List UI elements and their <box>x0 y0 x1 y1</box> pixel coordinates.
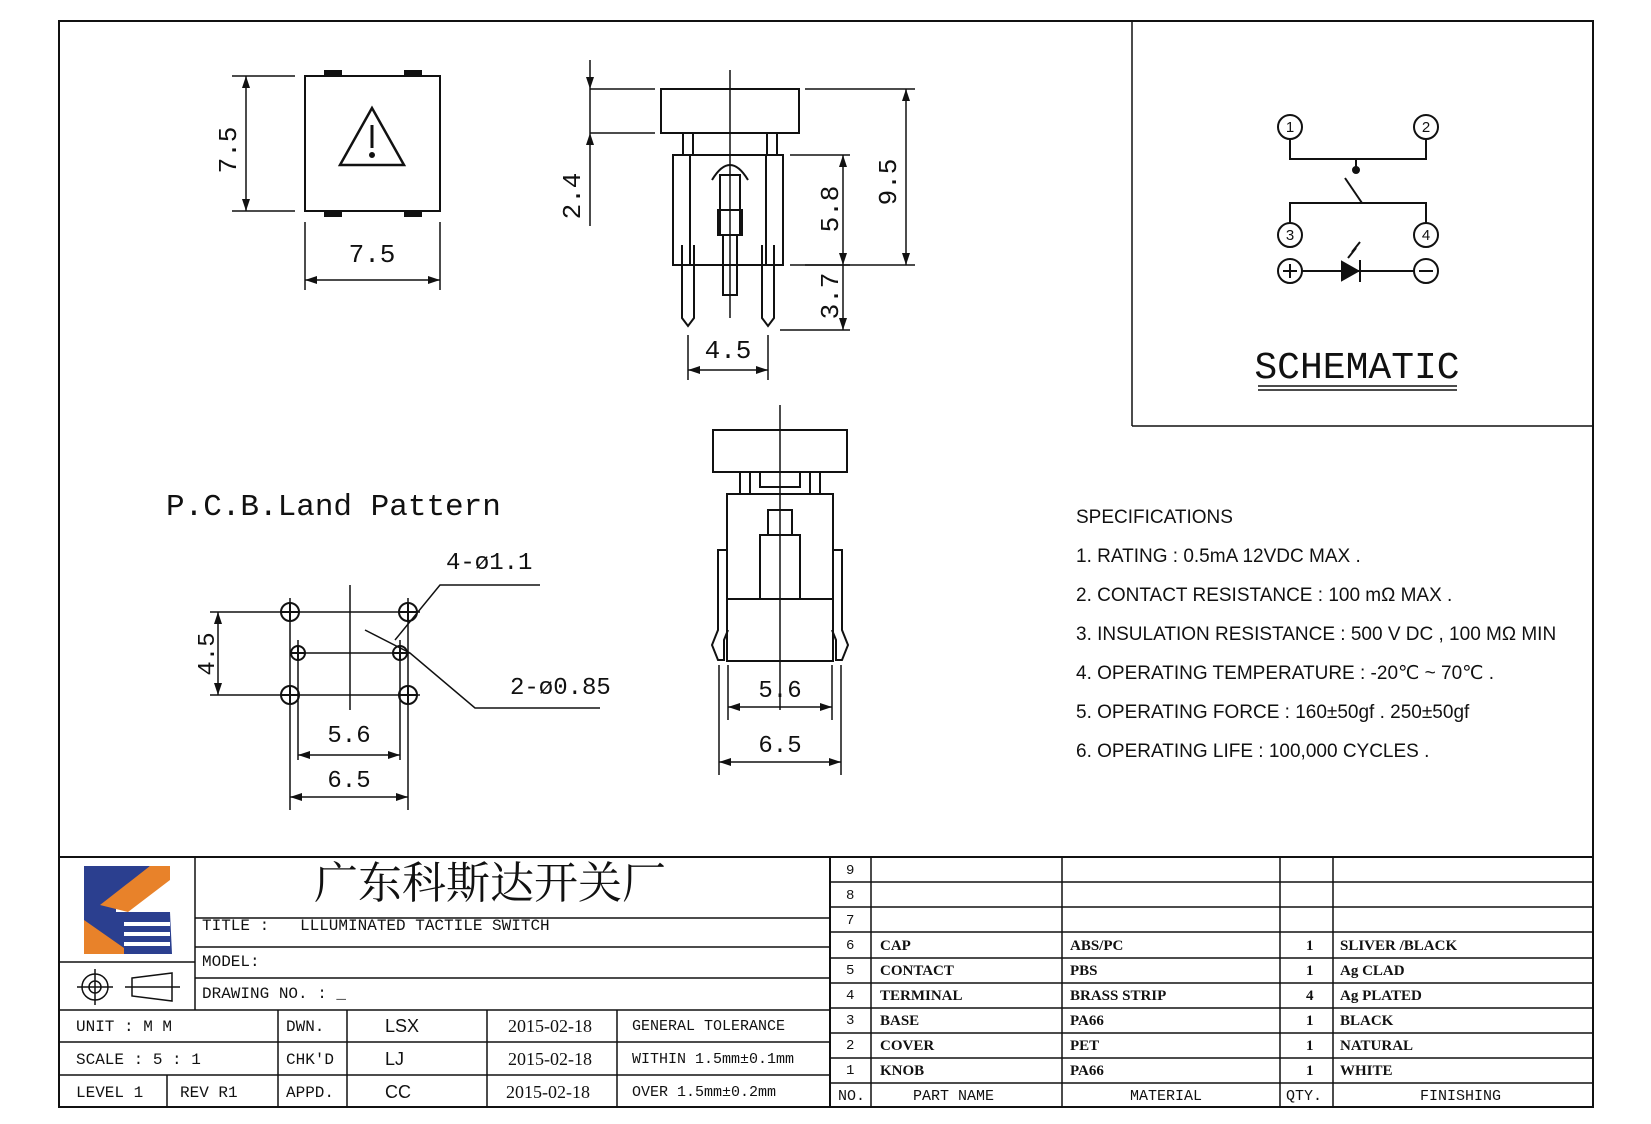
bom-cell-qty: 1 <box>1306 1038 1314 1054</box>
bom-cell-no: 2 <box>846 1038 855 1054</box>
dim-cap-width: 7.5 <box>348 240 396 270</box>
bom-cell-part: COVER <box>880 1038 935 1054</box>
drawing-no-label: DRAWING NO. : _ <box>202 985 347 1003</box>
schematic-pin-1: 1 <box>1285 119 1295 136</box>
bom-cell-qty: 1 <box>1306 963 1314 979</box>
pcb-hole-large: 4-ø1.1 <box>446 550 533 577</box>
dim-lead-lower: 3.7 <box>816 272 846 320</box>
specifications <box>1076 507 1557 771</box>
bom-cell-finishing: SLIVER /BLACK <box>1340 938 1458 954</box>
pcb-hole-small: 2-ø0.85 <box>510 675 611 702</box>
bom-cell-material: ABS/PC <box>1070 938 1124 954</box>
spec-item: 5. OPERATING FORCE : 160±50gf . 250±50gf <box>1076 702 1470 723</box>
bom-header-no: NO. <box>838 1088 866 1105</box>
bom-cell-no: 5 <box>846 963 855 979</box>
pcb-dim-outer: 6.5 <box>327 768 371 795</box>
pcb-title: P.C.B.Land Pattern <box>166 490 501 525</box>
bom-cell-part: BASE <box>880 1013 920 1029</box>
level-value: LEVEL 1 <box>76 1084 144 1102</box>
tolerance-over: OVER 1.5mm±0.2mm <box>632 1084 777 1101</box>
bom-cell-finishing: Ag PLATED <box>1340 988 1422 1004</box>
bom-cell-qty: 1 <box>1306 1013 1314 1029</box>
dim-lead-upper: 2.4 <box>558 172 588 220</box>
bom-cell-material: PA66 <box>1070 1013 1104 1029</box>
spec-heading: SPECIFICATIONS <box>1076 507 1233 528</box>
bom-cell-material: PET <box>1070 1038 1100 1054</box>
appd-date: 2015-02-18 <box>506 1082 590 1102</box>
rev-value: REV R1 <box>180 1084 238 1102</box>
front-dim-inner: 5.6 <box>758 678 802 705</box>
bom-header-part: PART NAME <box>913 1088 995 1105</box>
bom-cell-no: 4 <box>846 988 855 1004</box>
schematic-title: SCHEMATIC <box>1254 347 1460 390</box>
spec-item: 1. RATING : 0.5mA 12VDC MAX . <box>1076 546 1361 567</box>
title-label: TITLE : <box>202 917 270 935</box>
bom-cell-part: CAP <box>880 938 911 954</box>
model-label: MODEL: <box>202 953 260 971</box>
bom-cell-no: 6 <box>846 938 855 954</box>
spec-item: 2. CONTACT RESISTANCE : 100 mΩ MAX . <box>1076 585 1453 606</box>
dwn-name: LSX <box>385 1016 420 1036</box>
schematic-pin-4: 4 <box>1421 227 1431 244</box>
bom-cell-no: 9 <box>846 863 855 879</box>
bom-cell-no: 1 <box>846 1063 855 1079</box>
bom-cell-no: 7 <box>846 913 855 929</box>
appd-name: CC <box>385 1082 411 1102</box>
spec-item: 4. OPERATING TEMPERATURE : -20℃ ~ 70℃ . <box>1076 663 1495 684</box>
spec-item: 3. INSULATION RESISTANCE : 500 V DC , 100 MΩ MIN <box>1076 624 1557 645</box>
schematic-pin-2: 2 <box>1421 119 1431 136</box>
bom-cell-finishing: WHITE <box>1340 1063 1393 1079</box>
tolerance-within: WITHIN 1.5mm±0.1mm <box>632 1051 795 1068</box>
chk-label: CHK'D <box>286 1051 335 1069</box>
title-value: LLLUMINATED TACTILE SWITCH <box>300 917 550 935</box>
pcb-dim-height: 4.5 <box>195 632 222 676</box>
dwn-date: 2015-02-18 <box>508 1016 592 1036</box>
bom-cell-material: PBS <box>1070 963 1098 979</box>
pcb-dim-inner: 5.6 <box>327 723 371 750</box>
bom-cell-finishing: Ag CLAD <box>1340 963 1405 979</box>
dwn-label: DWN. <box>286 1018 325 1036</box>
dim-cap-height: 7.5 <box>214 126 244 174</box>
bom-header-finishing: FINISHING <box>1420 1088 1502 1105</box>
bom-header-material: MATERIAL <box>1130 1088 1203 1105</box>
bom-cell-part: TERMINAL <box>880 988 963 1004</box>
schematic-pin-3: 3 <box>1285 227 1295 244</box>
bom-cell-no: 8 <box>846 888 855 904</box>
chk-name: LJ <box>385 1049 405 1069</box>
bom-cell-part: KNOB <box>880 1063 925 1079</box>
bom-cell-qty: 1 <box>1306 1063 1314 1079</box>
bom-cell-qty: 1 <box>1306 938 1314 954</box>
dim-total: 9.5 <box>874 158 904 206</box>
spec-item: 6. OPERATING LIFE : 100,000 CYCLES . <box>1076 741 1430 762</box>
bom-cell-finishing: BLACK <box>1340 1013 1394 1029</box>
scale-value: SCALE : 5 : 1 <box>76 1051 201 1069</box>
bom-cell-qty: 4 <box>1306 988 1314 1004</box>
bom-cell-finishing: NATURAL <box>1340 1038 1414 1054</box>
chk-date: 2015-02-18 <box>508 1049 592 1069</box>
company-name: 广东科斯达开关厂 <box>314 859 666 908</box>
dim-body: 5.8 <box>816 185 846 233</box>
dim-pitch-side: 4.5 <box>704 336 752 366</box>
unit-value: UNIT : M M <box>76 1018 173 1036</box>
bom-cell-material: PA66 <box>1070 1063 1104 1079</box>
tolerance-heading: GENERAL TOLERANCE <box>632 1018 786 1035</box>
bom-cell-material: BRASS STRIP <box>1070 988 1167 1004</box>
bom-header-qty: QTY. <box>1286 1088 1323 1105</box>
appd-label: APPD. <box>286 1084 335 1102</box>
bom-cell-no: 3 <box>846 1013 855 1029</box>
front-dim-outer: 6.5 <box>758 733 802 760</box>
bom-cell-part: CONTACT <box>880 963 954 979</box>
